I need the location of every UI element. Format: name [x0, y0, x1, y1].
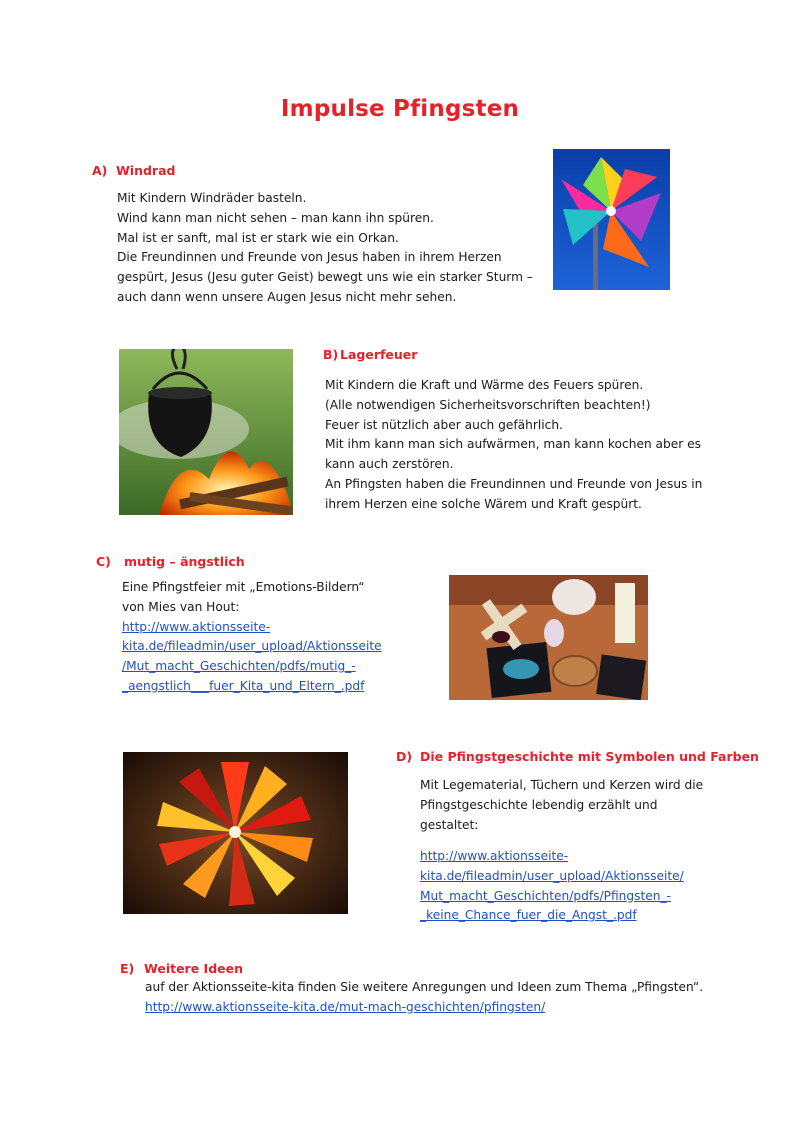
link-line[interactable]: kita.de/fileadmin/user_upload/Aktionsseite — [122, 639, 382, 654]
section-b-text — [325, 376, 702, 515]
text-line: An Pfingsten haben die Freundinnen und Freunde von Jesus in — [325, 476, 703, 491]
section-title: Weitere Ideen — [144, 961, 244, 976]
text-line: gespürt, Jesus (Jesu guter Geist) bewegt uns wie ein starker Sturm – — [117, 270, 533, 285]
text-line: kann auch zerstören. — [325, 457, 454, 472]
campfire-image — [119, 349, 293, 515]
text-line: von Mies van Hout: — [122, 599, 240, 614]
text-line: Pfingstgeschichte lebendig erzählt und — [420, 797, 658, 812]
celebration-table-image — [449, 575, 648, 700]
text-line: Mit Legematerial, Tüchern und Kerzen wird die — [420, 778, 704, 792]
link-line[interactable]: http://www.aktionsseite- — [122, 619, 271, 634]
text-line: Mit ihm kann man sich aufwärmen, man kann kochen aber es — [325, 437, 701, 452]
link-line[interactable]: /Mut_macht_Geschichten/pdfs/mutig_- — [122, 659, 356, 674]
section-d-text — [420, 776, 703, 835]
page-title: Impulse Pfingsten — [280, 96, 520, 122]
text-line: Wind kann man nicht sehen – man kann ihn spüren. — [117, 210, 434, 225]
link-line[interactable]: http://www.aktionsseite-kita.de/mut-mach-geschichten/pfingsten/ — [145, 999, 546, 1014]
link-line[interactable]: _keine_Chance_fuer_die_Angst_.pdf — [420, 908, 637, 923]
section-title: Die Pfingstgeschichte mit Symbolen und Farben — [420, 749, 759, 764]
text-line: Mit Kindern die Kraft und Wärme des Feuers spüren. — [325, 378, 644, 392]
text-line: auch dann wenn unsere Augen Jesus nicht mehr sehen. — [117, 289, 457, 304]
section-d-link — [420, 847, 684, 926]
text-line: Feuer ist nützlich aber auch gefährlich. — [325, 417, 563, 432]
section-letter: A) — [92, 163, 108, 178]
section-a-text — [117, 189, 533, 308]
text-line: ihrem Herzen eine solche Wärem und Kraft gespürt. — [325, 496, 642, 511]
text-line: Die Freundinnen und Freunde von Jesus haben in ihrem Herzen — [117, 250, 502, 265]
pentecost-symbols-image — [123, 752, 348, 914]
text-line: gestaltet: — [420, 817, 479, 832]
section-letter: E) — [120, 961, 135, 976]
link-line[interactable]: Mut_macht_Geschichten/pdfs/Pfingsten_- — [420, 888, 671, 903]
text-line: (Alle notwendigen Sicherheitsvorschriften beachten!) — [325, 397, 651, 412]
section-a-heading — [92, 163, 175, 178]
section-c-text — [122, 578, 382, 697]
text-line: auf der Aktionsseite-kita finden Sie weitere Anregungen und Ideen zum Thema „Pfingsten“. — [145, 980, 704, 994]
text-line: Eine Pfingstfeier mit „Emotions-Bildern“ — [122, 580, 365, 594]
section-title: Lagerfeuer — [340, 347, 418, 362]
section-letter: B) — [323, 347, 339, 362]
section-title: Windrad — [116, 163, 176, 178]
section-d-heading — [396, 749, 759, 764]
section-c-heading — [96, 554, 245, 569]
link-line[interactable]: _aengstlich___fuer_Kita_und_Eltern_.pdf — [122, 678, 365, 693]
section-b-heading — [323, 347, 417, 362]
section-letter: D) — [396, 749, 413, 764]
section-title: mutig – ängstlich — [124, 554, 245, 569]
link-line[interactable]: kita.de/fileadmin/user_upload/Aktionsseite/ — [420, 868, 684, 883]
text-line: Mit Kindern Windräder basteln. — [117, 191, 307, 205]
text-line: Mal ist er sanft, mal ist er stark wie ein Orkan. — [117, 230, 399, 245]
section-letter: C) — [96, 554, 111, 569]
pinwheel-image — [553, 149, 670, 290]
link-line[interactable]: http://www.aktionsseite- — [420, 849, 569, 863]
section-e-heading — [120, 961, 243, 976]
section-e-text — [145, 978, 703, 1018]
